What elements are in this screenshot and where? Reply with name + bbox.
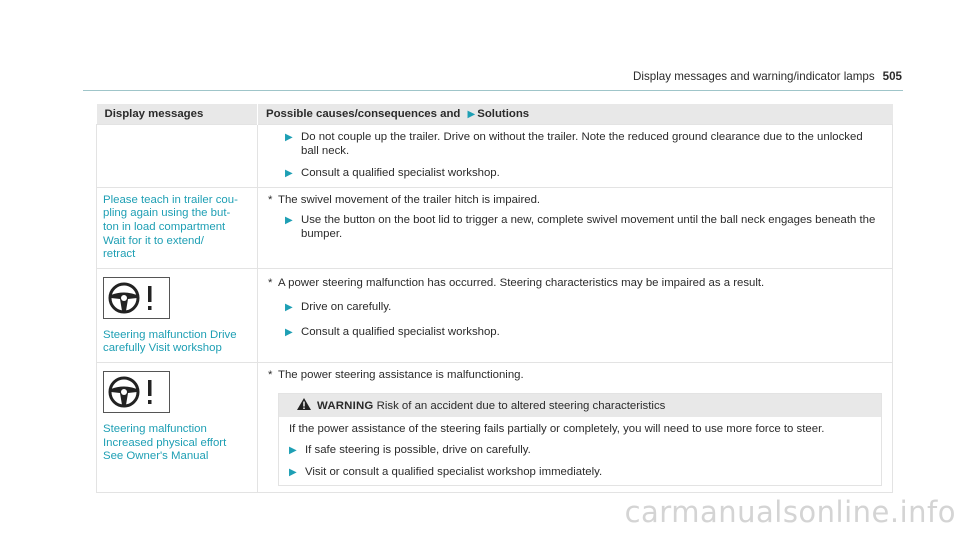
play-arrow-icon: ▶ [289,466,297,478]
play-arrow-icon: ▶ [285,302,293,314]
steering-wheel-warning-icon [103,371,170,413]
play-arrow-icon: ▶ [467,109,476,120]
table-row [97,187,893,268]
solution-cell [258,125,893,188]
table-row [97,125,893,188]
play-arrow-icon: ▶ [285,326,293,338]
message-cell [97,187,258,268]
page-number: 505 [882,70,902,83]
cause-text: * The swivel movement of the trailer hitch is impaired. [268,193,541,206]
section-title: Display messages and warning/indicator lamps [633,70,875,83]
play-arrow-icon: ▶ [285,132,293,143]
col-header-causes [258,104,893,125]
solution-cell [258,362,893,492]
watermark: carmanualsonline.info [624,495,956,529]
warning-body [279,417,881,486]
message-cell [97,268,258,362]
display-message: Please teach in trailer cou- pling again using the but- ton in load compartment Wait for it to extend/ retract [103,193,238,261]
warning-title: Risk of an accident due to altered steering characteristics [376,399,666,412]
col-header-causes-label: Possible causes/consequences and [266,108,461,120]
warning-header [279,394,881,417]
display-message: Steering malfunction Drive carefully Visit workshop [103,328,237,355]
solution-step: ▶ Do not couple up the trailer. Drive on without the trailer. Note the reduced ground clearance due to the unlocked ball neck. [285,131,863,157]
warning-text: If the power assistance of the steering fails partially or completely, you will need to use more force to steer. [289,422,825,435]
solution-step: ▶ Consult a qualified specialist workshop. [285,325,500,338]
warning-label: WARNING [317,399,374,412]
header-rule [83,90,903,91]
message-cell [97,125,258,188]
page-header [633,70,902,83]
steering-wheel-warning-icon [103,277,170,319]
table-row [97,268,893,362]
warning-triangle-icon [297,398,311,410]
col-header-solutions-label: Solutions [477,108,530,120]
display-messages-table [96,104,893,493]
table-header-row [97,104,893,125]
warning-step: ▶ Visit or consult a qualified specialist workshop immediately. [289,465,603,478]
display-message: Steering malfunction Increased physical effort See Owner's Manual [103,422,227,463]
cause-text: * The power steering assistance is malfunctioning. [268,368,524,381]
solution-step: ▶ Drive on carefully. [285,301,392,314]
play-arrow-icon: ▶ [285,168,293,180]
solution-step: ▶ Consult a qualified specialist workshop. [285,167,500,180]
warning-step: ▶ If safe steering is possible, drive on carefully. [289,444,531,457]
solution-cell [258,187,893,268]
message-cell [97,362,258,492]
play-arrow-icon: ▶ [285,215,293,227]
cause-text: * A power steering malfunction has occurred. Steering characteristics may be impaired as a result. [268,276,765,289]
col-header-display-messages: Display messages [97,104,258,125]
solution-step: ▶ Use the button on the boot lid to trigger a new, complete swivel movement until the ball neck engages beneath the bumper. [285,214,876,240]
warning-box [278,393,882,487]
table-row [97,362,893,492]
play-arrow-icon: ▶ [289,445,297,457]
solution-cell [258,268,893,362]
